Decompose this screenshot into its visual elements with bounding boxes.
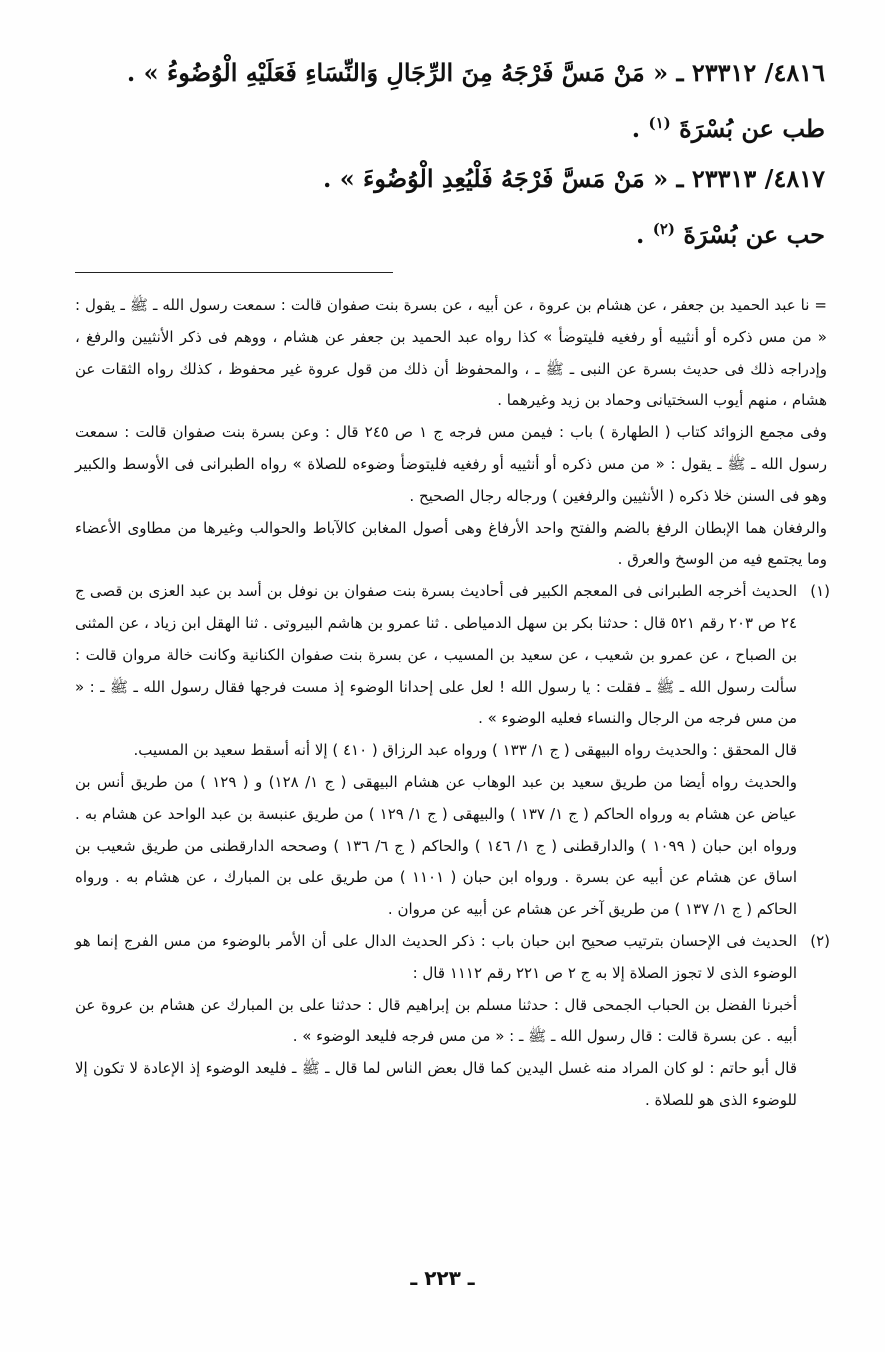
hadith-block (85, 48, 825, 260)
hadith-entry (85, 48, 825, 98)
footnote-paragraph: الحديث فى الإحسان بترتيب صحيح ابن حبان باب : ذكر الحديث الدال على أن الأمر بالوضوء من مس الفرج إنما هو الوضوء الذى لا تجوز الصلاة إلا به ج ٢ ص ٢٢١ رقم ١١١٢ قال : (75, 931, 797, 982)
hadith-number: ٤٨١٧/ ٢٣٣١٣ ـ (676, 164, 825, 193)
hadith-source (85, 204, 825, 260)
hadith-text: « مَنْ مَسَّ فَرْجَهُ مِنَ الرِّجَالِ وَالنِّسَاءِ فَعَلَيْهِ الْوُضُوءُ » . (126, 58, 669, 87)
hadith-source-text: حب عن بُسْرَةَ (683, 220, 825, 249)
footnote-label: (١) (810, 582, 830, 601)
footnotes-section (75, 290, 830, 1117)
page-number: ـ ٢٢٣ ـ (410, 1266, 475, 1290)
continuation-paragraph: والرفغان هما الإبطان الرفغ بالضم والفتح واحد الأرفاغ وهى أصول المغابن كالآباط والحوالب وغيرها من مطاوى الأعضاء وما يجتمع فيه من الوسخ والعرق . (75, 518, 827, 569)
continuation-paragraph: = نا عبد الحميد بن جعفر ، عن هشام بن عروة ، عن أبيه ، عن بسرة بنت صفوان قالت : سمعت رسول الله ـ ﷺ ـ يقول : « من مس ذكره أو أنثييه أو رفغيه فليتوضأ » كذا رواه عبد الحميد بن جعفر عن هشام ، ووهم فى ذكر الأنثيين والرفغ ، وإدراجه ذلك فى حديث بسرة عن النبى ـ ﷺ ـ ، والمحفوظ أن ذلك من قول عروة غير محفوظ ، كذلك رواه الثقات عن هشام ، منهم أيوب السختيانى وحماد بن زيد وغيرهما . (75, 296, 827, 410)
footnote-1 (75, 576, 830, 926)
footnote-ref: (٢) (652, 220, 676, 238)
hadith-source-text: طب عن بُسْرَةَ (679, 114, 825, 143)
footnote-2 (75, 926, 830, 1117)
footnote-label: (٢) (810, 931, 830, 950)
continuation-paragraph: وفى مجمع الزوائد كتاب ( الطهارة ) باب : فيمن مس فرجه ج ١ ص ٢٤٥ قال : وعن بسرة بنت صفوان قالت : سمعت رسول الله ـ ﷺ ـ يقول : « من مس ذكره أو أنثييه أو رفغيه فليتوضأ وضوءه للصلاة » رواه الطبرانى فى الأوسط والكبير وهو فى السنن خلا ذكره ( الأنثيين والرفغين ) ورجاله رجال الصحيح . (75, 423, 827, 505)
period: . (636, 220, 645, 249)
footnote-paragraph: أخبرنا الفضل بن الحباب الجمحى قال : حدثنا مسلم بن إبراهيم قال : حدثنا على بن المبارك عن هشام بن عروة عن أبيه . عن بسرة قالت : قال رسول الله ـ ﷺ ـ : « من مس فرجه فليعد الوضوء » . (75, 995, 797, 1046)
footnote-ref: (١) (648, 114, 671, 132)
period: . (631, 114, 641, 143)
footnote-divider (75, 272, 393, 273)
footnote-paragraph: الحديث أخرجه الطبرانى فى المعجم الكبير فى أحاديث بسرة بنت صفوان بن نوفل بن أسد بن عبد العزى بن قصى ج ٢٤ ص ٢٠٣ رقم ٥٢١ قال : حدثنا بكر بن سهل الدمياطى . ثنا عمرو بن هاشم البيروتى . ثنا الهقل ابن زياد ، عن المثنى بن الصباح ، عن عمرو بن شعيب ، عن سعيد بن المسيب ، عن بسرة بنت صفوان الكنانية وكانت خالة مروان قالت : سألت رسول الله ـ ﷺ ـ فقلت : يا رسول الله ! لعل على إحدانا الوضوء إذ مست فرجها فقال رسول الله ـ ﷺ ـ : « من مس فرجه من الرجال والنساء فعليه الوضوء » . (75, 582, 798, 728)
hadith-text: « مَنْ مَسَّ فَرْجَهُ فَلْيُعِدِ الْوُضُوءَ » . (322, 164, 669, 193)
footnote-paragraph: قال أبو حاتم : لو كان المراد منه غسل اليدين كما قال بعض الناس لما قال ـ ﷺ ـ فليعد الوضوء إذ الإعادة لا تكون إلا للوضوء الذى هو للصلاة . (75, 1059, 797, 1109)
hadith-source (85, 98, 825, 154)
hadith-number: ٤٨١٦/ ٢٣٣١٢ ـ (676, 58, 825, 87)
hadith-entry (85, 154, 825, 204)
footnote-paragraph: والحديث رواه أيضا من طريق سعيد بن عبد الوهاب عن هشام البيهقى ( ج ١/ ١٢٨) و ( ١٢٩ ) من طريق أنس بن عياض عن هشام به ورواه الحاكم ( ج ١/ ١٣٧ ) والبيهقى ( ج ١/ ١٢٩ ) من طريق عنبسة بن عبد الواحد عن هشام به . ورواه ابن حبان ( ١٠٩٩ ) والدارقطنى ( ج ١/ ١٤٦ ) والحاكم ( ج ٦/ ١٣٦ ) وصححه الدارقطنى من طريق شعيب بن اساق عن هشام عن أبيه عن بسرة . ورواه ابن حبان ( ١١٠١ ) من طريق على بن المبارك ، عن هشام به . ورواه الحاكم ( ج ١/ ١٣٧ ) من طريق آخر عن هشام عن أبيه عن مروان . (75, 772, 798, 919)
footnote-paragraph: قال المحقق : والحديث رواه البيهقى ( ج ١/ ١٣٣ ) ورواه عبد الرزاق ( ٤١٠ ) إلا أنه أسقط سعيد بن المسيب. (133, 741, 797, 760)
